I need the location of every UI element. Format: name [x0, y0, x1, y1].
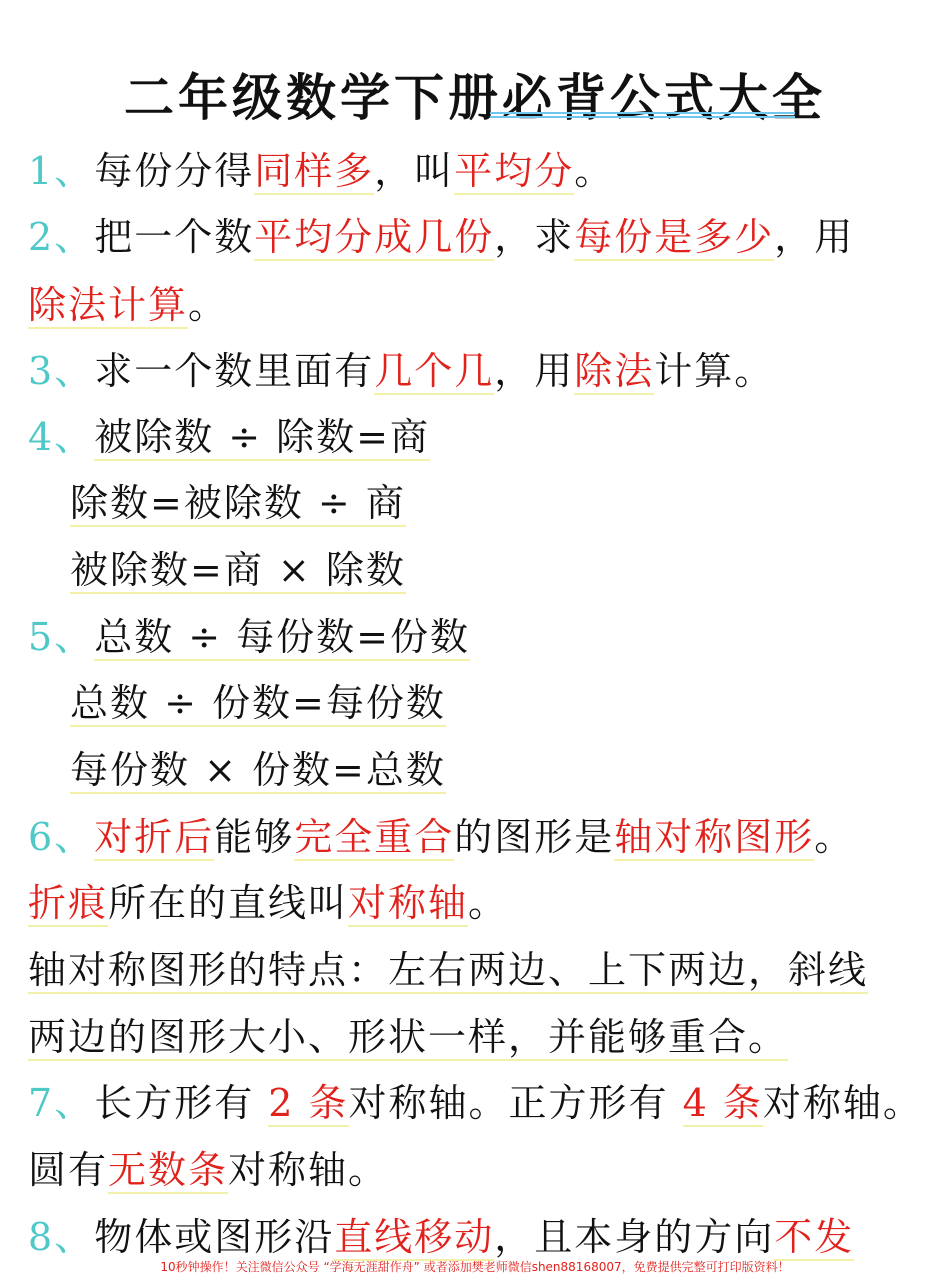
text: ，用: [774, 215, 855, 259]
highlight: 除法计算: [28, 283, 189, 327]
highlight: 轴对称图形: [614, 815, 815, 859]
highlight: 2 条: [268, 1081, 349, 1125]
item-number: 5、: [28, 615, 95, 659]
text: 对称轴。正方形有: [348, 1081, 683, 1125]
text: 计算。: [654, 349, 775, 393]
page-title: 二年级数学下册必背公式大全: [124, 69, 826, 127]
item-2-cont: [28, 280, 228, 330]
highlight: 不发: [774, 1215, 855, 1259]
formula: 总数 ÷ 份数=每份数: [70, 681, 446, 725]
text: 物体或图形沿: [94, 1215, 335, 1259]
formula: 除数=被除数 ÷ 商: [70, 481, 406, 525]
formula: 被除数=商 × 除数: [70, 548, 406, 592]
text: 的图形是: [454, 815, 615, 859]
text: 每份分得: [94, 149, 255, 193]
text: 能够: [214, 815, 295, 859]
item-6-feature-1: [28, 945, 868, 995]
highlight: 直线移动: [334, 1215, 495, 1259]
formula: 被除数 ÷ 除数=商: [94, 415, 431, 459]
item-5-formula-2: [70, 678, 446, 728]
item-6-cont: [28, 878, 508, 928]
text: 长方形有: [94, 1081, 269, 1125]
item-number: 3、: [28, 349, 95, 393]
item-5-formula-3: [70, 745, 446, 795]
text: ，用: [494, 349, 575, 393]
item-number: 8、: [28, 1215, 95, 1259]
text: 所在的直线叫: [108, 881, 349, 925]
text: 两边的图形大小、形状一样，并能够重合。: [28, 1015, 789, 1059]
text: 轴对称图形的特点：左右两边、上下两边，斜线: [28, 948, 869, 992]
item-4: [28, 412, 430, 462]
highlight: 对称轴: [348, 881, 469, 925]
item-1: [28, 146, 614, 196]
item-7: [28, 1078, 923, 1128]
highlight: 4 条: [682, 1081, 763, 1125]
highlight: 折痕: [28, 881, 109, 925]
item-8: [28, 1212, 854, 1262]
formula: 总数 ÷ 每份数=份数: [94, 615, 471, 659]
text: ，且本身的方向: [494, 1215, 775, 1259]
highlight: 每份是多少: [574, 215, 775, 259]
highlight: 同样多: [254, 149, 375, 193]
footer-note: 10秒钟操作！关注微信公众号 “学海无涯甜作舟” 或者添加樊老师微信shen88168007，免费提供完整可打印版资料！: [160, 1260, 790, 1274]
text: 对称轴。: [762, 1081, 923, 1125]
text: 圆有: [28, 1148, 109, 1192]
text: 。: [814, 815, 855, 859]
text: 。: [468, 881, 509, 925]
highlight: 完全重合: [294, 815, 455, 859]
text: 。: [188, 283, 229, 327]
item-2: [28, 212, 854, 262]
text: 把一个数: [94, 215, 255, 259]
item-3: [28, 346, 774, 396]
text: ，求: [494, 215, 575, 259]
highlight: 无数条: [108, 1148, 229, 1192]
item-6-feature-2: [28, 1012, 788, 1062]
highlight: 几个几: [374, 349, 495, 393]
item-6: [28, 812, 854, 862]
text: 。: [574, 149, 615, 193]
highlight: 平均分成几份: [254, 215, 495, 259]
item-number: 6、: [28, 815, 95, 859]
item-number: 4、: [28, 415, 95, 459]
highlight: 平均分: [454, 149, 575, 193]
highlight: 除法: [574, 349, 655, 393]
text: 求一个数里面有: [94, 349, 375, 393]
text: ，叫: [374, 149, 455, 193]
item-4-formula-2: [70, 478, 406, 528]
item-number: 7、: [28, 1081, 95, 1125]
item-5: [28, 612, 470, 662]
item-number: 2、: [28, 215, 95, 259]
formula: 每份数 × 份数=总数: [70, 748, 446, 792]
text: 对称轴。: [228, 1148, 389, 1192]
item-number: 1、: [28, 149, 95, 193]
item-7-cont: [28, 1145, 388, 1195]
title-underline: [490, 112, 795, 118]
highlight: 对折后: [94, 815, 215, 859]
item-4-formula-3: [70, 545, 406, 595]
